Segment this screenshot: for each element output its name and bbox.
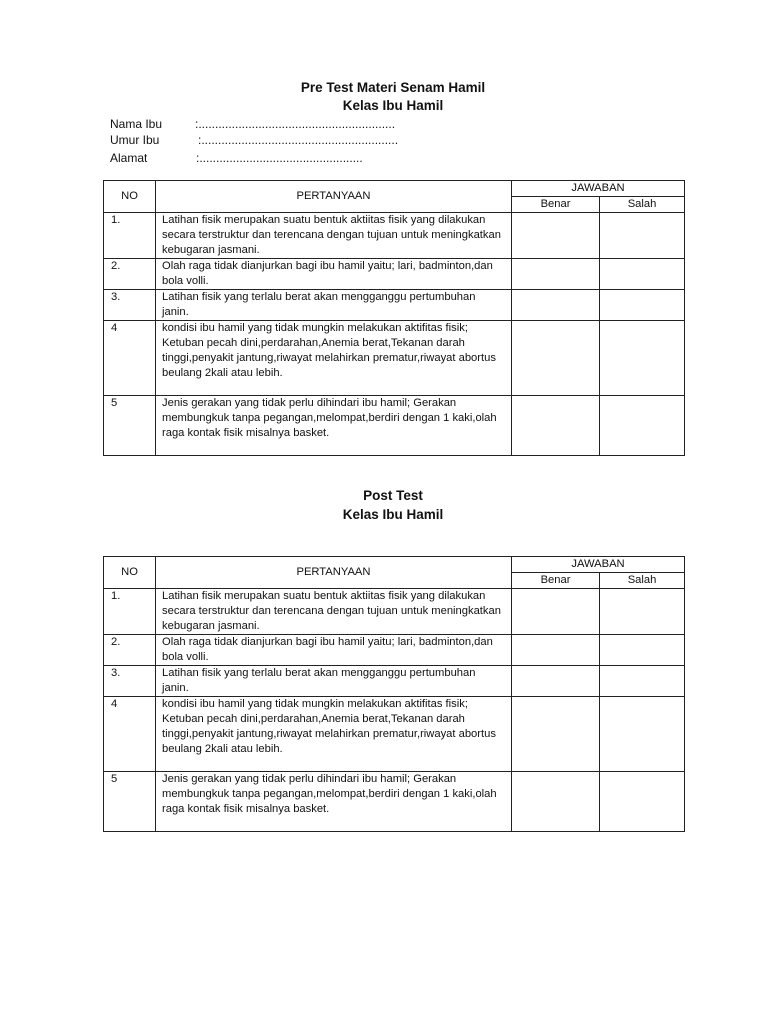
table-row — [104, 213, 685, 259]
answer-false-cell[interactable] — [600, 396, 685, 456]
answer-false-cell[interactable] — [600, 697, 685, 772]
post-test-subtitle: Kelas Ibu Hamil — [342, 507, 444, 522]
address-label: Alamat — [110, 151, 148, 165]
row-question: Olah raga tidak dianjurkan bagi ibu hamil yaitu; lari, badminton,dan bola volli. — [156, 259, 512, 290]
header-answer: JAWABAN — [512, 557, 685, 573]
answer-true-cell[interactable] — [512, 635, 600, 666]
answer-true-cell[interactable] — [512, 290, 600, 321]
answer-true-cell[interactable] — [512, 259, 600, 290]
row-question: Olah raga tidak dianjurkan bagi ibu hamil yaitu; lari, badminton,dan bola volli. — [156, 635, 512, 666]
name-field[interactable] — [110, 116, 396, 132]
age-value: :........................................................... — [198, 133, 399, 147]
row-number: 1. — [104, 589, 156, 635]
table-row — [104, 635, 685, 666]
table-row — [104, 396, 685, 456]
answer-true-cell[interactable] — [512, 396, 600, 456]
row-question: Latihan fisik merupakan suatu bentuk aktiitas fisik yang dilakukan secara terstruktur dan terencana dengan tujuan untuk meningkatkan kebugaran jasmani. — [156, 589, 512, 635]
row-question: Jenis gerakan yang tidak perlu dihindari ibu hamil; Gerakan membungkuk tanpa pegangan,melompat,berdiri dengan 1 kaki,olah raga kontak fisik misalnya basket. — [156, 396, 512, 456]
row-number: 2. — [104, 635, 156, 666]
row-question: Latihan fisik yang terlalu berat akan mengganggu pertumbuhan janin. — [156, 666, 512, 697]
row-number: 5 — [104, 396, 156, 456]
header-no: NO — [104, 557, 156, 589]
row-number: 2. — [104, 259, 156, 290]
table-row — [104, 321, 685, 396]
table-row — [104, 666, 685, 697]
row-number: 4 — [104, 321, 156, 396]
row-number: 4 — [104, 697, 156, 772]
answer-false-cell[interactable] — [600, 635, 685, 666]
age-label: Umur Ibu — [110, 133, 160, 147]
row-question: Latihan fisik merupakan suatu bentuk aktiitas fisik yang dilakukan secara terstruktur dan terencana dengan tujuan untuk meningkatkan kebugaran jasmani. — [156, 213, 512, 259]
table-row — [104, 290, 685, 321]
post-test-title: Post Test — [363, 488, 423, 503]
age-field[interactable] — [110, 132, 399, 148]
post-test-table — [103, 556, 685, 832]
row-question: Latihan fisik yang terlalu berat akan mengganggu pertumbuhan janin. — [156, 290, 512, 321]
answer-false-cell[interactable] — [600, 259, 685, 290]
pre-test-title: Pre Test Materi Senam Hamil — [300, 80, 486, 95]
answer-true-cell[interactable] — [512, 697, 600, 772]
answer-false-cell[interactable] — [600, 213, 685, 259]
answer-false-cell[interactable] — [600, 772, 685, 832]
pre-test-subtitle: Kelas Ibu Hamil — [342, 98, 444, 113]
row-number: 1. — [104, 213, 156, 259]
header-no: NO — [104, 181, 156, 213]
row-question: kondisi ibu hamil yang tidak mungkin melakukan aktifitas fisik; Ketuban pecah dini,perdarahan,Anemia berat,Tekanan darah tinggi,penyakit jantung,riwayat melahirkan prematur,riwayat abortus beulang 2kali atau lebih. — [156, 321, 512, 396]
answer-true-cell[interactable] — [512, 321, 600, 396]
table-row — [104, 697, 685, 772]
name-value: :........................................................... — [195, 117, 396, 131]
header-false: Salah — [600, 197, 685, 213]
header-true: Benar — [512, 197, 600, 213]
answer-false-cell[interactable] — [600, 290, 685, 321]
answer-true-cell[interactable] — [512, 213, 600, 259]
header-question: PERTANYAAN — [156, 181, 512, 213]
answer-false-cell[interactable] — [600, 666, 685, 697]
header-false: Salah — [600, 573, 685, 589]
header-question: PERTANYAAN — [156, 557, 512, 589]
row-question: kondisi ibu hamil yang tidak mungkin melakukan aktifitas fisik; Ketuban pecah dini,perdarahan,Anemia berat,Tekanan darah tinggi,penyakit jantung,riwayat melahirkan prematur,riwayat abortus beulang 2kali atau lebih. — [156, 697, 512, 772]
address-value: :................................................. — [196, 151, 363, 165]
header-true: Benar — [512, 573, 600, 589]
table-row — [104, 259, 685, 290]
row-number: 3. — [104, 666, 156, 697]
name-label: Nama Ibu — [110, 117, 163, 131]
answer-false-cell[interactable] — [600, 589, 685, 635]
pre-test-table — [103, 180, 685, 456]
row-number: 5 — [104, 772, 156, 832]
address-field[interactable] — [110, 150, 363, 166]
answer-true-cell[interactable] — [512, 589, 600, 635]
answer-true-cell[interactable] — [512, 772, 600, 832]
row-question: Jenis gerakan yang tidak perlu dihindari ibu hamil; Gerakan membungkuk tanpa pegangan,melompat,berdiri dengan 1 kaki,olah raga kontak fisik misalnya basket. — [156, 772, 512, 832]
row-number: 3. — [104, 290, 156, 321]
answer-false-cell[interactable] — [600, 321, 685, 396]
table-row — [104, 589, 685, 635]
answer-true-cell[interactable] — [512, 666, 600, 697]
table-row — [104, 772, 685, 832]
header-answer: JAWABAN — [512, 181, 685, 197]
